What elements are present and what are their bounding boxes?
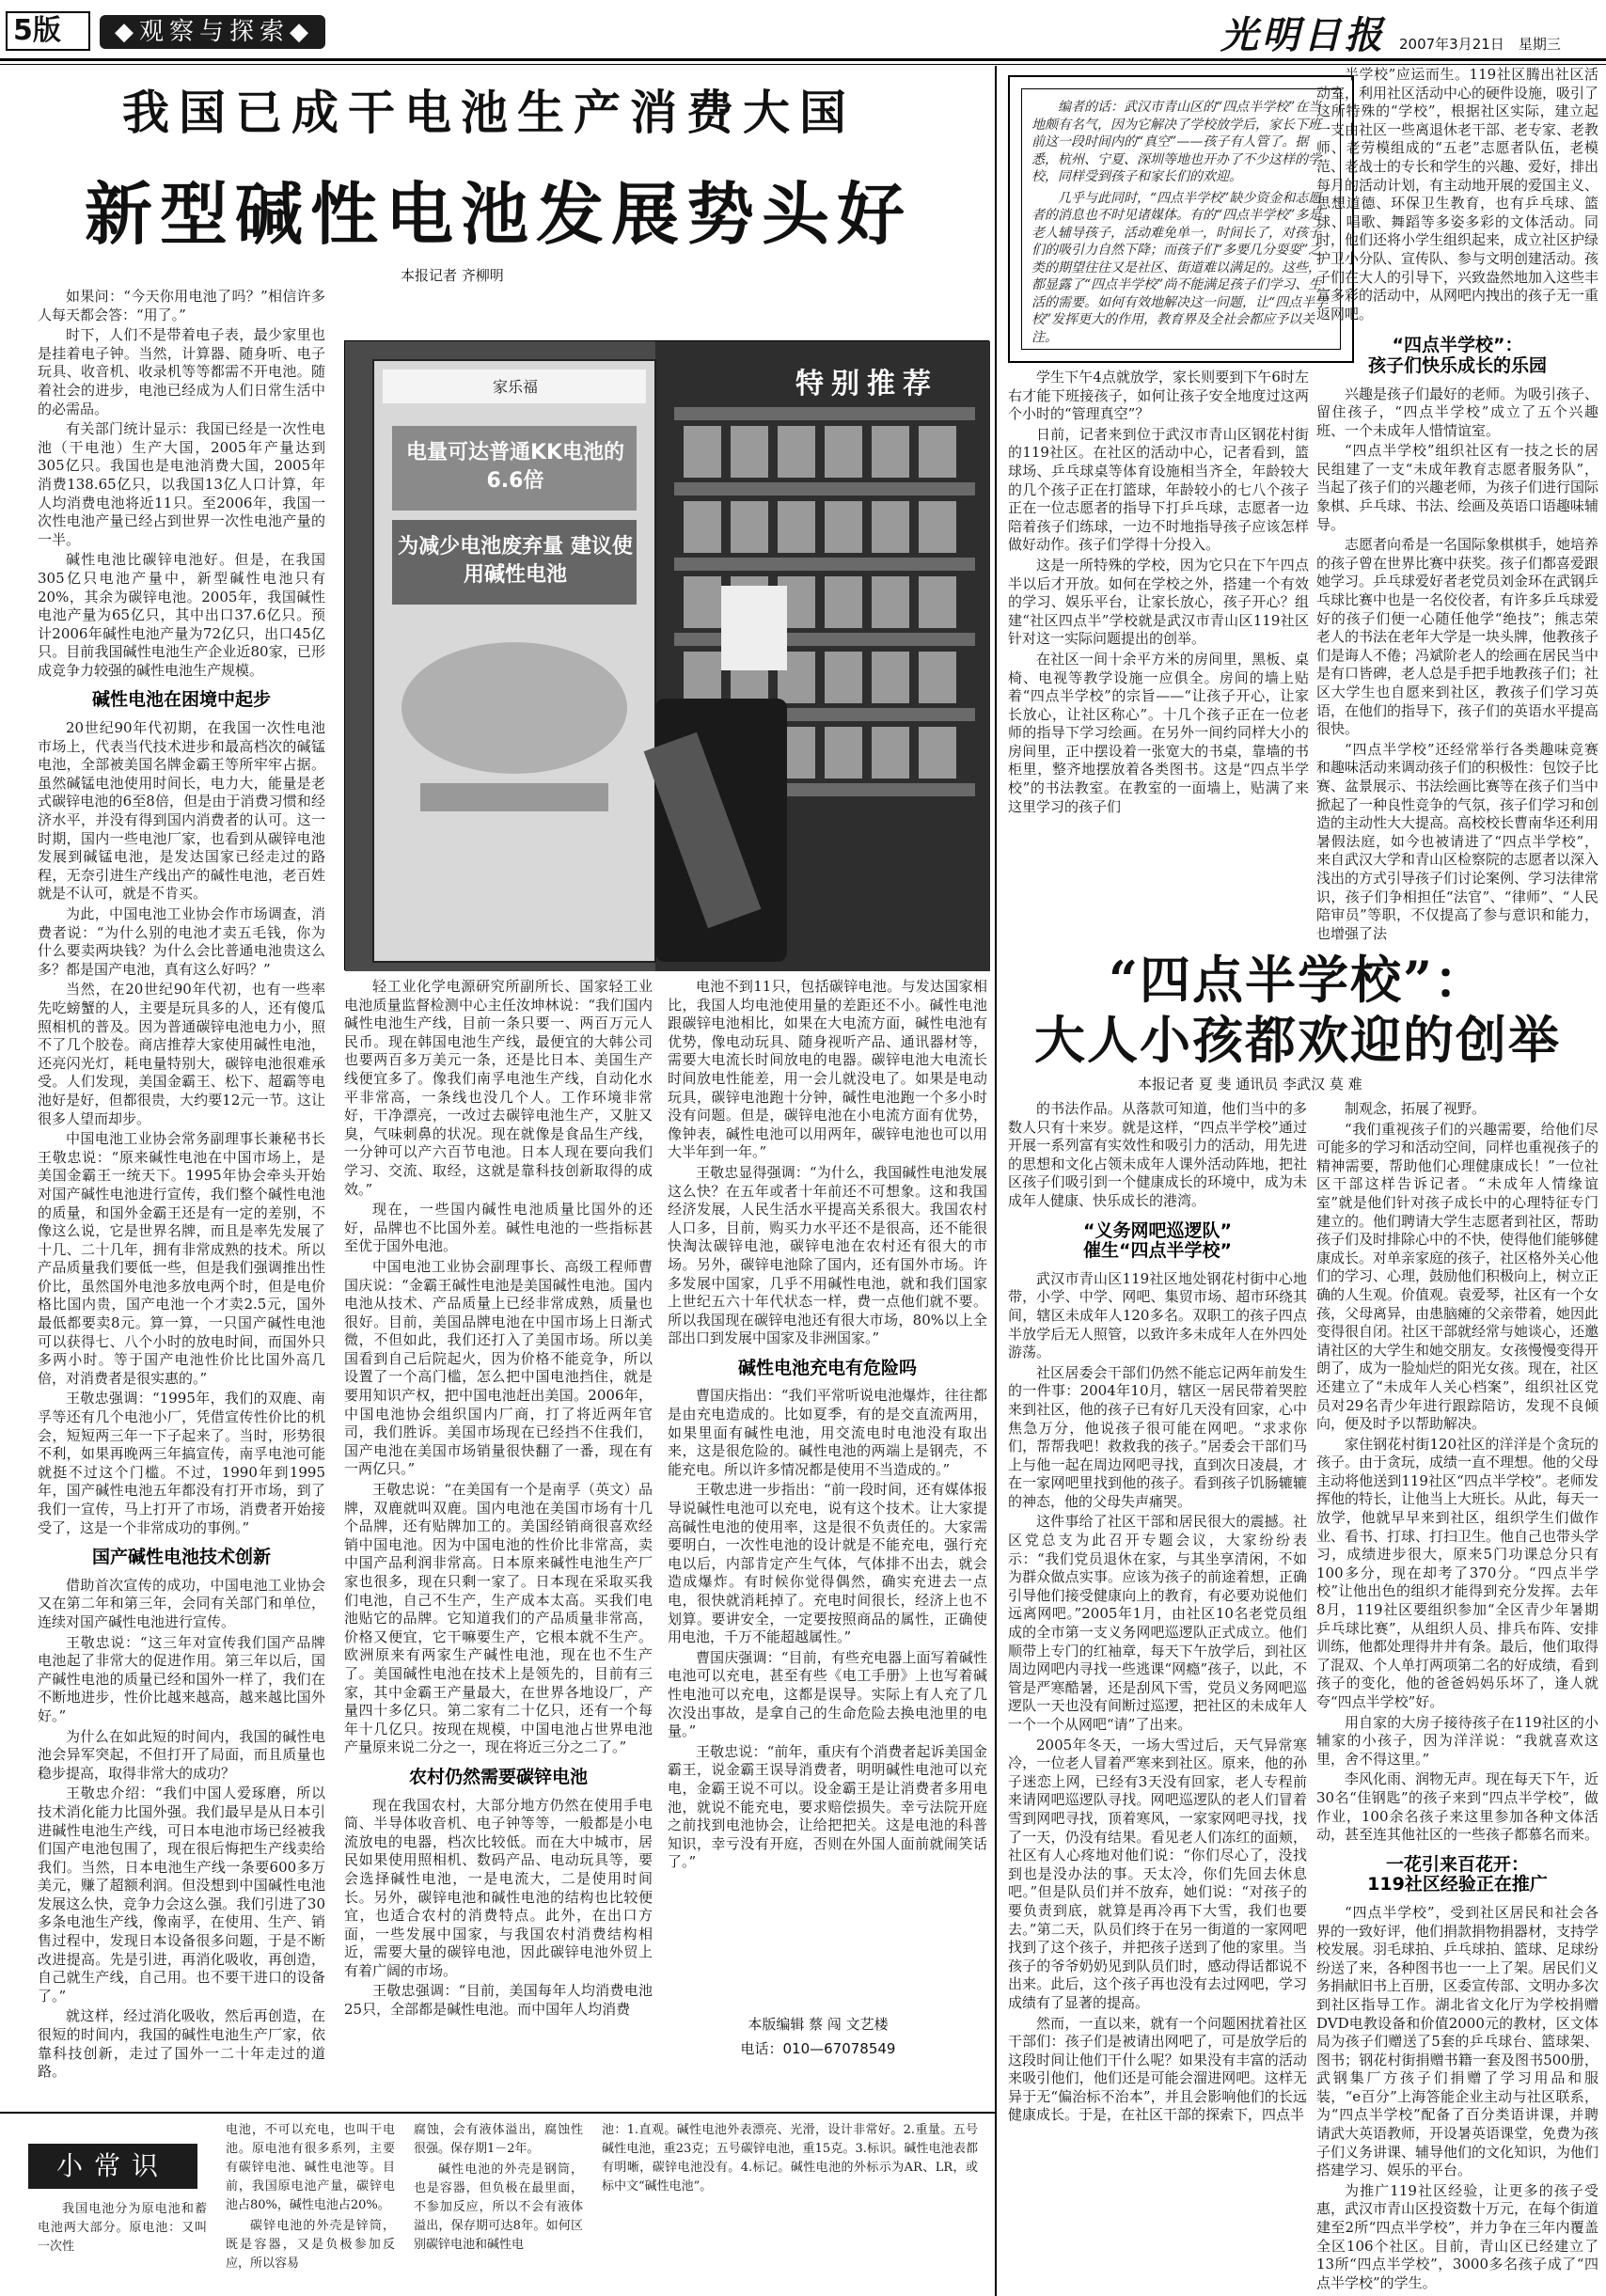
paragraph: 制观念，拓展了视野。 [1345,1100,1487,1117]
subheading: 碱性电池在困境中起步 [91,689,271,711]
subheading: “义务网吧巡逻队” [1083,1219,1232,1241]
paragraph: “四点半学校”组织社区有一技之长的居民组建了一支“未成年教育志愿者服务队”，当起了孩子们的兴趣老师，为孩子们进行国际象棋、乒乓球、书法、绘画及英语口语趣味辅导。 [1316,442,1599,533]
paragraph: 王敬忠说：“这三年对宣传我们国产品牌电池起了非常大的促进作用。第三年以后，国产碱性电池的质量已经和国外一样了，我们在不断地进步，性价比越来越高，越来越比国外好。” [38,1633,325,1724]
article1-column3 [668,978,987,1993]
small-knowledge-title: 小常识 [28,2144,197,2189]
paragraph: 用自家的大房子接待孩子在119社区的小辅家的小孩子，因为洋洋说：“我就喜欢这里，舍不得这里。” [1316,1713,1598,1768]
article1-title: 新型碱性电池发展势头好 [84,175,912,254]
masthead-date [1399,34,1561,54]
paragraph: 家住钢花村街120社区的洋洋是个贪玩的孩子。由于贪玩，成绩一直不理想。他的父母主动将他送到119社区“四点半学校”。老师发挥他的特长，让他当上大班长。从此，每天一放学，他就早早来到社区，组织学生们做作业、看书、打球、打扫卫生。他自己也带头学习，成绩进步很大，原来5门功课总分只有100多分，现在却考了370分。“四点半学校”让他出色的组织才能得到充分发挥。去年8月，119社区要组织参加“全区青少年暑期乒乓球比赛”，从组织人员、排兵布阵、安排训练，他都处理得井井有条。最后，他们取得了混双、个人单打两项第二名的好成绩，看到孩子的变化，他的爸爸妈妈乐坏了，逢人就夸“四点半学校”好。 [1316,1435,1599,1710]
poster-slogan: 为减少电池废弃量 建议使用碱性电池 [398,535,633,587]
paragraph: “四点半学校”，受到社区居民和社会各界的一致好评，他们捐款捐物捐器材，支持学校发展。羽毛球拍、乒乓球拍、篮球、足球纷纷送了来，各种图书也一一上了架。居民们义务捐献旧书上百册，区委宣传部、文明办多次到社区指导工作。湖北省文化厅为学校捐赠DVD电教设备和价值2000元的教材，区文体局为孩子们赠送了5套的乒乓球台、篮球架、图书；钢花村街捐赠书籍一套及图书500册，武钢集厂方孩子们捐赠了学习用品和服装，“e百分”上海答能企业主动与社区联系，为“四点半学校”配备了百分类语讲课，并聘请武大英语教师，开设暑英语课堂，免费为孩子们义务讲课、辅导他们的文化知识，为他们搭建学习、娱乐的平台。 [1316,1903,1599,2179]
subheading: 农村仍然需要碳锌电池 [408,1766,588,1787]
paragraph: 社区居委会干部们仍然不能忘记两年前发生的一件事：2004年10月，辖区一居民带着哭腔来到社区，他的孩子已有好几天没有回家，心中焦急万分，他说孩子很可能在网吧。“求求你们，帮帮我吧！救救我的孩子。”居委会干部们马上与他一起在周边网吧寻找，直到次日凌晨，才在一家网吧里找到他的孩子。看到孩子饥肠辘辘的神态，他的父母失声痛哭。 [1008,1363,1307,1510]
paragraph: 兴趣是孩子们最好的老师。为吸引孩子、留住孩子，“四点半学校”成立了五个兴趣班、一个未成年人惜情谊室。 [1316,385,1599,439]
subheading: 一花引来百花开： [1385,1853,1529,1875]
date-text: 2007年3月21日 [1399,36,1504,53]
subheading: “四点半学校”： [1392,335,1523,356]
paragraph: 这件事给了社区干部和居民很大的震撼。社区党总支为此召开专题会议，大家纷纷表示：“我们党员退休在家，与其坐享清闲，不如为群众做点实事。应该为孩子的前途着想，正确引导他们接受健康向上的教育，有必要劝说他们远离网吧。”2005年1月，由社区10名老党员组成的全市第一支义务网吧巡逻队正式成立。他们顺带上专门的红袖章，每天下午放学后，到社区周边网吧内寻找一些逃课“网瘾”孩子，以此，不管是严寒酷暑，还是刮风下雪，党员义务网吧巡逻队一天也没有间断过巡逻，把社区的未成年人一个一个从网吧“请”了出来。 [1008,1513,1307,1733]
editor-credits [658,2012,978,2061]
article1-kicker: 我国已成干电池生产消费大国 [122,86,856,140]
subheading: 催生“四点半学校” [1083,1240,1232,1262]
page-header [0,0,1606,58]
paragraph: 2005年冬天，一场大雪过后，天气异常寒冷，一位老人冒着严寒来到社区。原来，他的孙子迷恋上网，已经有3天没有回家，老人专程前来请网吧巡逻队寻找。网吧巡逻队的老人们冒着雪到网吧寻找，顶着寒风，一家家网吧寻找，找了一天，仍没有结果。看见老人们冻红的面颊，社区有人心疼地对他们说：“你们尽心了，没找到也是没办法的事。天太冷，你们先回去休息吧。”但是队员们并不放弃，她们说：“对孩子的要负责到底，就算是再冷再下大雪，我们也要去。”第二天，队员们终于在另一街道的一家网吧找到了这个孩子，并把孩子送到了他的家里。当孩子的爷爷奶奶见到队员们时，感动得话都说不出来。此后，这个孩子再也没有去过网吧，学习成绩有了显著的提高。 [1008,1736,1307,2011]
small-knowledge-col1: 我国电池分为原电池和蓄电池两大部分。原电池：又叫一次性 [38,2202,207,2254]
paragraph: 然而，一直以来，就有一个问题困扰着社区干部们：孩子们是被请出网吧了，可是放学后的这段时间让他们干什么呢？如果没有丰富的活动来吸引他们，他们还是可能会溜进网吧。这样无异于无“偏治标不治本”，并且会影响他们的长远健康成长。于是，在社区干部的探索下，四点半 [1008,2014,1307,2124]
paragraph: 当然，在20世纪90年代初，也有一些率先吃螃蟹的人，主要是玩具多的人，还有傻瓜照相机的普及。因为普通碳锌电池电力小，照不了几个胶卷。商店推荐大家使用碱性电池，还亮闪光灯，耗电量特别大，碳锌电池很难承受。人们发现，美国金霸王、松下、超霸等电池好是好，但都很贵，大约要12元一节。这让很多人望而却步。 [38,981,325,1127]
article2-columnA-top [1008,369,1309,929]
paragraph: 20世纪90年代初期，在我国一次性电池市场上，代表当代技术进步和最高档次的碱锰电池，全部被美国名牌金霸王等所牢牢占据。虽然碱锰电池使用时间长，电力大，能量是老式碳锌电池的6至8倍，但是由于消费习惯和经济水平，并没有得到国内消费者的认可。这一时期，国内一些电池厂家，也看到从碳锌电池发展到碱锰电池，是发达国家已经走过的路程，无奈引进生产线出产的碱性电池，老百姓就是不认可，就是不肯买。 [38,719,325,903]
store-brand: 家乐福 [492,378,538,396]
paragraph: “四点半学校”还经常举行各类趣味竞赛和趣味活动来调动孩子们的积极性：包饺子比赛、盆景展示、书法绘画比赛等在孩子们当中掀起了一种良性竞争的气氛，孩子们学习和创造的主动性大大提高。高校校长曹南华还利用暑假法庭，如今也被请进了“四点半学校”，来自武汉大学和青山区检察院的志愿者以深入浅出的方式引导孩子们讨论案例、学习法律常识，孩子们争相担任“法官”、“律师”、“人民陪审员”等职，不仅提高了参与意识和能力，也增强了法 [1316,740,1599,942]
paragraph: 时下，人们不是带着电子表，最少家里也是挂着电子钟。当然，计算器、随身听、电子玩具、收音机、收录机等等都需不开电池。随着社会的进步，电池已经成为人们日常生活中的必需品。 [38,326,325,417]
paragraph: 曹国庆强调：“目前，有些充电器上面写着碱性电池可以充电，甚至有些《电工手册》上也写着碱性电池可以充电，这都是误导。实际上有人充了几次没出事故，是拿自己的生命危险去换电池里的电量。” [668,1648,987,1740]
paragraph: 王敬忠显得强调：“为什么，我国碱性电池发展这么快？在五年或者十年前还不可想象。这和我国经济发展，人民生活水平提高关系很大。我国农村人口多，目前，购买力水平还不是很高，还不能很快淘汰碳锌电池，碳锌电池在农村还有很大的市场。另外，碳锌电池除了国内，还有国外市场。许多发展中国家，几乎不用碱性电池，就和我们国家上世纪五六十年代状态一样，费一点他们就不要。所以我国现在碳锌电池还有很大市场，80%以上全部出口到发展中国家及非洲国家。” [668,1163,987,1347]
subheading: 孩子们快乐成长的乐园 [1367,354,1547,376]
paragraph: 在社区一间十余平方米的房间里，黑板、桌椅、电视等教学设施一应俱全。房间的墙上贴着“四点半学校”的宗旨——“让孩子开心，让家长放心，让社区称心”。十几个孩子正在一位老师的指导下学习绘画。在另外一间约同样大小的房间里，正中摆设着一张宽大的书桌，靠墙的书柜里，整齐地摆放着各类图书。这是“四点半学校”的书法教室。在教室的一面墙上，贴满了来这里学习的孩子们 [1008,650,1309,815]
masthead-logo: 光明日报 [1220,13,1386,57]
article2-title-line2: 大人小孩都欢迎的创举 [1034,1010,1561,1070]
paragraph: 志愿者向希是一名国际象棋棋手，她培养的孩子曾在世界比赛中获奖。孩子们都喜爱跟她学习。乒乓球爱好者老党员刘金环在武钢乒乓球比赛中也是一名佼佼者，有许多乒乓球爱好的孩子们便一心随任他学“绝技”；熊志荣老人的书法在老年大学是一块头牌，他教孩子们是诲人不倦；冯斌阶老人的绘画在居民当中是有口皆碑，老人总是手把手地教孩子们；社区大学生也自愿来到社区，教孩子们学习英语，在他们的指导下，孩子们的英语水平提高很快。 [1316,536,1599,738]
paragraph: 为此，中国电池工业协会作市场调查，消费者说：“为什么别的电池才卖五毛钱，你为什么要卖两块钱？为什么会比普通电池贵这么多？都是国产电池，真有这么好吗？” [38,905,325,978]
section-tag: ◆观察与探索◆ [100,15,325,49]
subheading: 国产碱性电池技术创新 [91,1547,271,1568]
paragraph: 李风化雨、润物无声。现在每天下午，近30名“佳钢匙”的孩子来到“四点半学校”，做作业，100余名孩子来这里参加各种文体活动，甚至连其他社区的一些孩子都慕名而来。 [1316,1770,1599,1844]
paragraph: 就这样，经过消化吸收，然后再创造，在很短的时间内，我国的碱性电池生产厂家，依靠科技创新，走过了国外一二十年走过的道路。 [38,2007,325,2081]
section-label: 观察与探索 [139,18,291,46]
editor-line: 本版编辑 蔡 闯 文艺楼 [748,2016,889,2033]
article2-columnA-bottom [1008,1100,1307,2296]
article2-columnB-bottom [1316,1100,1598,2296]
editorial-note-p1: 编者的话：武汉市青山区的“四点半学校”在当地颇有名气，因为它解决了学校放学后，家长下班前这一段时间内的“真空”——孩子有人管了。据悉，杭州、宁夏、深圳等地也开办了不少这样的学校，同样受到孩子和家长们的欢迎。 [1031,100,1322,184]
article2-columnB-top [1316,66,1599,942]
weekday-text: 星期三 [1518,36,1561,53]
small-knowledge-col3 [414,2121,583,2290]
page-divider [995,66,997,2296]
small-knowledge-col2 [226,2121,395,2290]
paragraph: 王敬忠说：“在美国有一个是南孚（英文）品牌，双鹿就叫双鹿。国内电池在美国市场有十几个品牌，还有贴牌加工的。美国经销商很喜欢经销中国电池。因为中国电池的性价比非常高，卖中国产品利润非常高。日本原来碱性电池生产厂家也很多，现在只剩一家了。日本现在采取买我们电池，自己不生产，生产成本太高。买我们电池贴它的品牌。它知道我们的产品质量非常高，价格又便宜，它干嘛要生产，它根本就不生产。欧洲原来有两家生产碱性电池，现在也不生产了。美国碱性电池在技术上是领先的，目前有三家，其中金霸王产量最大，在世界各地设厂，产量四十多亿只。第二家有二十亿只，还有一个每年十几亿只。按现在规模，中国电池占世界电池产量原来说二分之一，现在将近三分之二了。” [344,1481,653,1756]
subheading: 119社区经验正在推广 [1367,1874,1548,1895]
subheading: 碱性电池充电有危险吗 [737,1357,917,1378]
paragraph: 学生下午4点就放学，家长则要到下午6时左右才能下班接孩子，如何让孩子安全地度过这两个小时的“管理真空”？ [1008,369,1309,423]
paragraph: 轻工业化学电源研究所副所长、国家轻工业电池质量监督检测中心主任汝坤林说：“我们国内碱性电池生产线，目前一条只要一、两百万元人民币。现在韩国电池生产线，最便宜的大韩公司也要两百多万美元一条，还是比日本、美国生产线便宜多了。像我们南孚电池生产线，自动化水平非常高，一条线也没几个人。工作环境非常好，干净漂亮，一改过去碳锌电池生产，又脏又臭，气味刺鼻的状况。现在就像是食品生产线，一分钟可以产六百节电池。日本人现在要向我们学习、交流、取经，这就是靠科技创新取得的成效。” [344,978,653,1198]
paragraph: 有关部门统计显示：我国已经是一次性电池（干电池）生产大国，2005年产量达到305亿只。我国也是电池消费大国，2005年消费138.65亿只，以我国13亿人口计算，年人均消费电池将近11只。至2006年，我国一次性电池产量已经占到世界一次性电池产量的一半。 [38,420,325,548]
paragraph: 电池不到11只，包括碳锌电池。与发达国家相比，我国人均电池使用量的差距还不小。碱性电池跟碳锌电池相比，如果在大电流方面，碱性电池有优势，像电动玩具、随身视听产品、通讯器材等，需要大电流长时间放电的电器。碳锌电池大电流长时间放电性能差，用一会儿就没电了。如果是电动玩具，碳锌电池跑十分钟，碱性电池跑一个多小时没有问题。但是，碳锌电池在小电流方面有优势，像钟表，碱性电池可以用两年，碳锌电池也可以用大半年到一年。” [668,978,987,1161]
paragraph: 日前，记者来到位于武汉市青山区钢花村街的119社区。在社区的活动中心，记者看到，篮球场、乒乓球桌等体育设施相当齐全，年龄较大的几个孩子正在打篮球，年龄较小的七八个孩子正在一位志愿者的指导下打乒乓球，志愿者一边陪着孩子们练球，一边不时地指导孩子应该怎样做好动作。孩子们学得十分投入。 [1008,425,1309,554]
paragraph: “我们重视孩子们的兴趣需要，给他们尽可能多的学习和活动空间，同样也重视孩子的精神需要，帮助他们心理健康成长！”一位社区干部这样告诉记者。“未成年人情缘谊室”就是他们针对孩子成长中的心理特征专门建立的。他们聘请大学生志愿者到社区，帮助孩子们及时排除心中的不快，使得他们能够健康成长。对单亲家庭的孩子，社区格外关心他们的学习、心理，鼓励他们积极向上，树立正确的人生观。价值观。袁爱琴，社区有一个女孩，父母离异，由患脑瘫的父亲带着，她因此变得很自闭。社区干部就经常与她谈心，还邀请社区的大学生和她交朋友。女孩慢慢变得开朗了，成为一脸灿烂的阳光女孩。现在，社区还建立了“未成年人关心档案”，组织社区党员对29名青少年进行跟踪陪访，发现不良倾向，便及时予以帮助解决。 [1316,1120,1599,1433]
poster-headline: 电量可达普通KK电池的6.6倍 [405,441,625,493]
paragraph: 的书法作品。从落款可知道，他们当中的多数人只有十来岁。就是这样，“四点半学校”通过开展一系列富有实效性和吸引力的活动，用先进的思想和文化占领未成年人课外活动阵地，把社区孩子们吸引到一个健康成长的环境中，成为未成年人健康、快乐成长的港湾。 [1008,1100,1307,1209]
article1-column2 [344,978,653,2033]
paragraph: 王敬忠说：“前年，重庆有个消费者起诉美国金霸王，说金霸王误导消费者，明明碱性电池可以充电，金霸王说不可以。设金霸王是让消费者多用电池，就说不能充电，要求赔偿损失。幸亏法院开庭之前找到电池协会，让给把把关。这是电池的科普知识，幸亏没有开庭，否则在外国人面前就闹笑话了。” [668,1742,987,1871]
paragraph: 武汉市青山区119社区地处钢花村街中心地带，小学、中学、网吧、集贸市场、超市环绕其间，辖区未成年人120多名。双职工的孩子四点半放学后无人照管，以致许多未成年人在外四处游荡。 [1008,1269,1307,1361]
photo-illustration [345,341,990,971]
article1-column1 [38,288,325,2081]
article1-byline: 本报记者 齐柳明 [401,267,504,284]
small-knowledge-text: 碱性电池的外壳是钢筒，也是容器，但负极在最里面，不参加反应，所以不会有液体溢出，保存期可达8年。如何区别碳锌电池和碱性电 [414,2162,583,2252]
small-knowledge-text: 腐蚀，会有液体溢出，腐蚀性很强。保存期1－2年。 [414,2123,583,2156]
paragraph: 为什么在如此短的时间内，我国的碱性电池会异军突起，不但打开了局面，而且质量也稳步提高，取得非常大的成功？ [38,1727,325,1782]
paragraph: 如果问：“今天你用电池了吗？”相信许多人每天都会答：“用了。” [38,288,325,323]
paragraph: 现在我国农村，大部分地方仍然在使用手电筒、半导体收音机、电子钟等等，一般都是小电流放电的电器，档次比较低。而在大中城市，居民如果使用照相机、数码产品、电动玩具等，要会选择碱性电池，一是电流大，二是使用时间长。另外，碳锌电池和碱性电池的结构也比较便宜，也适合农村的消费特点。此外，在出口方面，一些发展中国家，与我国农村消费结构相近，需要大量的碳锌电池，因此碳锌电池外贸上有着广阔的市场。 [344,1796,653,1979]
paragraph: 借助首次宣传的成功，中国电池工业协会又在第二年和第三年，会同有关部门和单位，连续对国产碱性电池进行宣传。 [38,1576,325,1630]
paragraph: 王敬忠强调：“1995年，我们的双鹿、南孚等还有几个电池小厂，凭借宣传性价比的机会，短短两三年一下子起来了。当时，形势很不利，如果再晚两三年搞宣传，南孚电池可能就挺不过这个门槛。不过，1990年到1995年，国产碱性电池五年都没有打开市场，到了我们一宣传，马上打开了市场，消费者开始接受了，这是一个非常成功的事例。” [38,1390,325,1536]
paragraph: 为推广119社区经验，让更多的孩子受惠，武汉市青山区投资数十万元，在每个街道建至2所“四点半学校”，并力争在三年内覆盖全区106个社区。目前，青山区已经建立了13所“四点半学校”，3000多名孩子成了“四点半学校”的学生。 [1316,2181,1599,2291]
paragraph: 王敬忠强调：“目前，美国每年人均消费电池25只，全部都是碱性电池。而中国年人均消费 [344,1982,653,2019]
paragraph: 王敬忠介绍：“我们中国人爱琢磨，所以技术消化能力比国外强。我们最早是从日本引进碱性电池生产线，可日本电池市场已经被我们国产电池包围了，现在很后悔把生产线卖给我们。当然，日本电池生产线一条要600多万美元，赚了超额利润。但没想到中国碱性电池发展这么快，竞争力会这么强。我们引进了30多条电池生产线，像南孚，在使用、生产、销售过程中，发现日本设备很多问题，于是不断改进提高。先是引进，再消化吸收，再创造，自己就生产线，自己用。也不要干进口的设备了。” [38,1785,325,2005]
paragraph: 现在，一些国内碱性电池质量比国外的还好，品牌也不比国外差。碱性电池的一些指标甚至优于国外电池。 [344,1201,653,1255]
paragraph: 这是一所特殊的学校，因为它只在下午四点半以后才开放。如何在学校之外，搭建一个有效的学习、娱乐平台，让家长放心，孩子开心？组建“社区四点半”学校就是武汉市青山区119社区针对这一实际问题提出的创举。 [1008,556,1309,648]
battery-store-photo [344,340,989,970]
header-rule-thin [0,64,1606,65]
paragraph: 碱性电池比碳锌电池好。但是，在我国305亿只电池产量中，新型碱性电池只有20%，其余为碳锌电池。2005年，我国碱性电池产量为65亿只，其中出口37.6亿只。预计2006年碱性电池产量为72亿只，出口45亿只。目前我国碱性电池生产企业近80家，已形成竞争力较强的碱性电池生产规模。 [38,551,325,679]
header-rule [0,58,1606,61]
article2-title-line1: “四点半学校”： [1108,950,1488,1010]
editorial-note-box [1008,75,1354,363]
article2-byline: 本报记者 夏 斐 通讯员 李武汉 莫 难 [1138,1076,1362,1093]
page-number: 5版 [6,11,90,51]
paragraph: 半学校”应运而生。119社区腾出社区活动室，利用社区活动中心的硬件设施，吸引了这所特殊的“学校”，根据社区实际，建立起一支由社区一些离退休老干部、老专家、老教师、老劳模组成的“五老”志愿者队伍，老模范、老战士的专长和学生的兴趣、爱好，排出每月的活动计划，有主动地开展的爱国主义、思想道德、环保卫生教育，也有乒乓球、篮球、唱歌、舞蹈等多姿多彩的文体活动。同时，他们还将小学生组织起来，成立社区护绿护卫小分队、宣传队、参与文明创建活动。孩子们在大人的引导下，兴致盎然地加入这些丰富多彩的活动中，从网吧内拽出的孩子无一重返网吧。 [1316,66,1599,322]
paragraph: 中国电池工业协会常务副理事长兼秘书长王敬忠说：“原来碱性电池在中国市场上，是美国金霸王一统天下。1995年协会牵头开始对国产碱性电池进行宣传，我们整个碱性电池的质量，和国外金霸王还是有一定的差别，不像这么说，它是世界名牌，而且是率先发展了十几、二十几年，拥有非常成熟的技术。所以产品质量我们要低一些，但是我们强调推出性价比，虽然国外电池多放电两个时，但是电价格比国内贵，国产电池一个才卖2.5元，国外最低都要卖8元。算一算，一只国产碱性电池可以获得七、八个小时的放电时间，而国外只多两小时。等于国产电池性价比比国外高几倍，对消费者是很实惠的。” [38,1130,325,1387]
small-knowledge-text: 碳锌电池的外壳是锌筒，既是容器，又是负极参加反应，所以容易 [226,2219,395,2271]
paragraph: 中国电池工业协会副理事长、高级工程师曹国庆说：“金霸王碱性电池是美国碱性电池。国内电池从技术、产品质量上已经非常成熟，质量也很好。目前，美国品牌电池在中国市场上日渐式微，不但如此，我们还打入了美国市场。所以美国看到自己后院起火，因为价格不能竞争，所以设置了一个高门槛，怎么把中国电池挡住，就是要用知识产权，把中国电池赶出美国。2006年，中国电池协会组织国内厂商，打了将近两年官司，我们胜诉。美国市场现在已经挡不住我们，国产电池在美国市场销量很快翻了一番，现在有一两亿只。” [344,1257,653,1478]
editor-phone: 电话：010—67078549 [740,2040,896,2057]
editorial-note-inner [1021,88,1341,350]
small-knowledge-col4: 池：1.直观。碱性电池外表漂亮、光滑，设计非常好。2.重量。五号碱性电池，重23克；五号碳锌电池，重15克。3.标识。碱性电池表都有明晰，碳锌电池没有。4.标记。碱性电池的外标示为AR、LR，或标中文“碱性电池”。 [602,2123,978,2194]
paragraph: 王敬忠进一步指出：“前一段时间，还有媒体报导说碱性电池可以充电，说有这个技术。让大家提高碱性电池的使用率，这是很不负责任的。大家需要明白，一次性电池的设计就是不能充电，强行充电以后，内部肯定产生气体，气体排不出去，就会造成爆炸。有时候你觉得偶然，确实充进去一点电，很快就消耗掉了。充电时间很长，经济上也不划算。要讲安全，一定要按照商品的属性，正确使用电池，千万不能超越属性。” [668,1481,987,1646]
shelf-sign: 特别推荐 [795,368,938,401]
editorial-note-p2: 几乎与此同时，“四点半学校”缺少资金和志愿者的消息也不时见诸媒体。有的“四点半学校”多是老人辅导孩子，活动难免单一，时间长了，对孩子们的吸引力自然下降；而孩子们“多要几分耍耍”之类的期望往往又是社区、街道难以满足的。这些，都显露了“四点半学校”尚不能满足孩子们学习、生活的需要。如何有效地解决这一问题，让“四点半学校”发挥更大的作用，教育界及全社会都应予以关注。 [1031,190,1329,345]
small-knowledge-text: 电池，不可以充电，也叫干电池。原电池有很多系列，主要有碳锌电池、碱性电池等。目前，我国原电池产量，碳锌电池占80%，碱性电池占20%。 [226,2123,395,2212]
paragraph: 曹国庆指出：“我们平常听说电池爆炸，往往都是由充电造成的。比如夏季，有的是交直流两用，如果里面有碱性电池，用交流电时电池没有取出来，这是很危险的。碱性电池的两端上是钢壳，不能充电。所以许多情况都是使用不当造成的。” [668,1387,987,1478]
